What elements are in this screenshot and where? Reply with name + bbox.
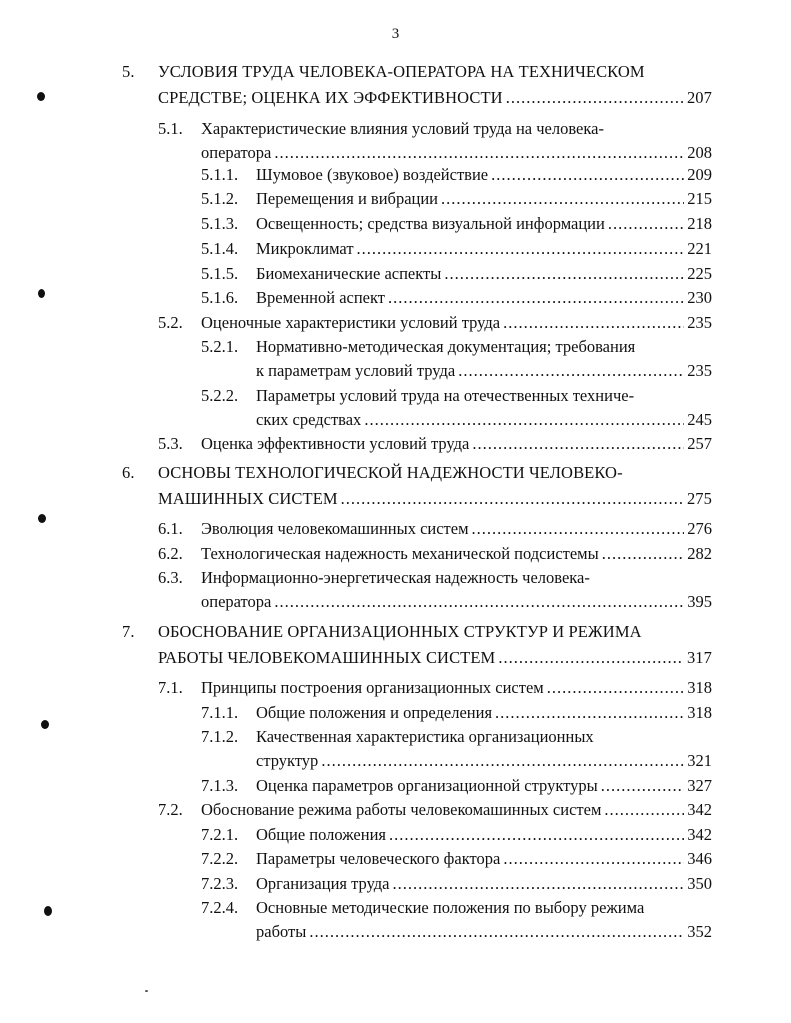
dot-leader	[491, 165, 684, 185]
toc-entry-title-cont: ских средствах	[256, 410, 362, 429]
dot-leader	[547, 678, 685, 698]
toc-entry-number: 5.2.1.	[201, 337, 239, 356]
toc-entry-line	[256, 288, 712, 308]
dot-leader	[364, 410, 684, 430]
toc-entry-title: ОСНОВЫ ТЕХНОЛОГИЧЕСКОЙ НАДЕЖНОСТИ ЧЕЛОВЕКО-	[158, 463, 623, 482]
dot-leader	[274, 143, 684, 163]
toc-entry-subsection[interactable]	[201, 288, 712, 310]
toc-entry-page: 395	[687, 592, 712, 611]
toc-entry-title: Обоснование режима работы человекомашинных систем	[201, 800, 602, 819]
toc-entry-page: 257	[687, 434, 712, 453]
toc-entry-title-cont: структур	[256, 751, 319, 770]
toc-entry-title-cont: работы	[256, 922, 307, 941]
toc-entry-subsection[interactable]	[201, 703, 712, 725]
toc-entry-chapter[interactable]	[122, 62, 712, 108]
toc-entry-page: 318	[687, 678, 712, 697]
toc-entry-section[interactable]	[158, 568, 712, 614]
toc-entry-number: 6.	[122, 463, 135, 482]
dot-leader	[602, 544, 685, 564]
toc-entry-number: 7.2.1.	[201, 825, 239, 844]
toc-entry-page: 346	[687, 849, 712, 868]
toc-entry-number: 6.1.	[158, 519, 183, 538]
toc-entry-title: Перемещения и вибрации	[256, 189, 439, 208]
toc-entry-line	[256, 703, 712, 723]
toc-entry-number: 7.2.3.	[201, 874, 239, 893]
page-number: 3	[391, 26, 400, 42]
toc-entry-page: 208	[687, 143, 712, 162]
toc-entry-title: Микроклимат	[256, 239, 354, 258]
toc-entry-line	[256, 264, 712, 284]
dot-leader	[503, 849, 684, 869]
toc-entry-title: Оценка эффективности условий труда	[201, 434, 470, 453]
toc-entry-page: 215	[687, 189, 712, 208]
dot-leader	[472, 519, 685, 539]
toc-entry-title: Оценка параметров организационной структуры	[256, 776, 598, 795]
toc-entry-line	[201, 544, 712, 564]
dot-leader	[309, 922, 684, 942]
toc-entry-number: 5.	[122, 62, 135, 81]
toc-entry-number: 5.1.3.	[201, 214, 239, 233]
toc-entry-title: Организация труда	[256, 874, 390, 893]
toc-entry-page: 342	[687, 800, 712, 819]
toc-entry-number: 7.1.3.	[201, 776, 239, 795]
toc-entry-title: УСЛОВИЯ ТРУДА ЧЕЛОВЕКА-ОПЕРАТОРА НА ТЕХНИЧЕСКОМ	[158, 62, 645, 81]
dot-leader	[472, 434, 684, 454]
toc-entry-subsection[interactable]	[201, 189, 712, 211]
toc-entry-title: Характеристические влияния условий труда на человека-	[201, 119, 604, 138]
toc-entry-subsection[interactable]	[201, 898, 712, 944]
toc-entry-line	[256, 751, 712, 771]
punch-hole	[38, 289, 45, 298]
toc-entry-number: 5.2.2.	[201, 386, 239, 405]
punch-hole	[44, 906, 52, 916]
toc-entry-title: Эволюция человекомашинных систем	[201, 519, 469, 538]
toc-entry-section[interactable]	[158, 434, 712, 456]
toc-entry-chapter[interactable]	[122, 463, 712, 509]
dot-leader	[608, 214, 684, 234]
dot-leader	[393, 874, 685, 894]
toc-entry-section[interactable]	[158, 519, 712, 541]
dot-leader	[341, 489, 684, 509]
toc-entry-page: 276	[687, 519, 712, 538]
toc-entry-line	[256, 165, 712, 185]
dot-leader	[274, 592, 684, 612]
toc-entry-number: 6.3.	[158, 568, 183, 587]
toc-entry-line	[158, 489, 712, 509]
toc-entry-page: 235	[687, 361, 712, 380]
toc-entry-line	[201, 434, 712, 454]
toc-entry-line	[256, 776, 712, 796]
toc-entry-number: 7.1.2.	[201, 727, 239, 746]
toc-entry-line	[158, 88, 712, 108]
toc-entry-page: 327	[687, 776, 712, 795]
toc-entry-title: Технологическая надежность механической подсистемы	[201, 544, 599, 563]
toc-entry-page: 318	[687, 703, 712, 722]
toc-entry-number: 5.2.	[158, 313, 183, 332]
toc-entry-page: 321	[687, 751, 712, 770]
toc-entry-line	[256, 410, 712, 430]
punch-hole	[38, 514, 46, 523]
toc-entry-line	[201, 313, 712, 333]
toc-entry-title: ОБОСНОВАНИЕ ОРГАНИЗАЦИОННЫХ СТРУКТУР И РЕЖИМА	[158, 622, 642, 641]
toc-entry-title: Шумовое (звуковое) воздействие	[256, 165, 489, 184]
dot-leader	[321, 751, 684, 771]
toc-entry-number: 5.3.	[158, 434, 183, 453]
toc-entry-title-cont: к параметрам условий труда	[256, 361, 456, 380]
toc-entry-number: 6.2.	[158, 544, 183, 563]
toc-entry-page: 342	[687, 825, 712, 844]
dot-leader	[495, 703, 684, 723]
toc-entry-line	[158, 648, 712, 668]
toc-entry-number: 7.1.1.	[201, 703, 239, 722]
toc-entry-line	[256, 825, 712, 845]
toc-entry-subsection[interactable]	[201, 165, 712, 187]
toc-entry-number: 7.	[122, 622, 135, 641]
toc-entry-page: 235	[687, 313, 712, 332]
toc-entry-title-cont: оператора	[201, 143, 272, 162]
toc-entry-title: Биомеханические аспекты	[256, 264, 442, 283]
toc-entry-page: 352	[687, 922, 712, 941]
toc-entry-page: 350	[687, 874, 712, 893]
dot-leader	[357, 239, 685, 259]
toc-entry-number: 5.1.2.	[201, 189, 239, 208]
toc-entry-subsection[interactable]	[201, 874, 712, 896]
toc-entry-title-cont: СРЕДСТВЕ; ОЦЕНКА ИХ ЭФФЕКТИВНОСТИ	[158, 88, 503, 107]
dot-leader	[388, 288, 684, 308]
toc-entry-number: 5.1.4.	[201, 239, 239, 258]
toc-entry-subsection[interactable]	[201, 337, 712, 383]
toc-entry-subsection[interactable]	[201, 386, 712, 432]
toc-entry-page: 245	[687, 410, 712, 429]
toc-entry-section[interactable]	[158, 119, 712, 165]
toc-entry-page: 275	[686, 489, 712, 508]
toc-entry-page: 282	[687, 544, 712, 563]
toc-entry-chapter[interactable]	[122, 622, 712, 668]
toc-entry-page: 225	[687, 264, 712, 283]
scan-speck	[145, 990, 148, 992]
toc-entry-subsection[interactable]	[201, 776, 712, 798]
toc-entry-title: Освещенность; средства визуальной информации	[256, 214, 605, 233]
toc-entry-title: Принципы построения организационных систем	[201, 678, 544, 697]
dot-leader	[444, 264, 684, 284]
toc-entry-subsection[interactable]	[201, 264, 712, 286]
toc-entry-page: 209	[687, 165, 712, 184]
toc-entry-title-cont: оператора	[201, 592, 272, 611]
toc-entry-number: 5.1.5.	[201, 264, 239, 283]
toc-entry-line	[256, 214, 712, 234]
toc-entry-number: 7.2.4.	[201, 898, 239, 917]
toc-entry-number: 5.1.	[158, 119, 183, 138]
toc-entry-title-cont: МАШИННЫХ СИСТЕМ	[158, 489, 338, 508]
toc-entry-line	[201, 678, 712, 698]
toc-entry-page: 230	[687, 288, 712, 307]
toc-entry-line	[256, 189, 712, 209]
toc-entry-number: 7.1.	[158, 678, 183, 697]
dot-leader	[441, 189, 684, 209]
toc-entry-page: 221	[687, 239, 712, 258]
toc-entry-title: Общие положения	[256, 825, 386, 844]
dot-leader	[498, 648, 684, 668]
toc-entry-section[interactable]	[158, 313, 712, 335]
toc-entry-subsection[interactable]	[201, 214, 712, 236]
toc-entry-page: 317	[686, 648, 712, 667]
toc-entry-line	[256, 922, 712, 942]
punch-hole	[37, 92, 45, 101]
toc-entry-page: 218	[687, 214, 712, 233]
toc-entry-line	[256, 239, 712, 259]
toc-entry-title: Оценочные характеристики условий труда	[201, 313, 501, 332]
toc-entry-subsection[interactable]	[201, 849, 712, 871]
toc-entry-title: Временной аспект	[256, 288, 386, 307]
toc-entry-line	[201, 592, 712, 612]
toc-entry-subsection[interactable]	[201, 727, 712, 773]
toc-entry-title: Нормативно-методическая документация; требования	[256, 337, 636, 356]
toc-entry-line	[201, 519, 712, 539]
punch-hole	[41, 720, 49, 729]
toc-entry-title: Общие положения и определения	[256, 703, 493, 722]
dot-leader	[389, 825, 684, 845]
toc-entry-section[interactable]	[158, 678, 712, 700]
toc-entry-section[interactable]	[158, 544, 712, 566]
toc-entry-number: 7.2.	[158, 800, 183, 819]
toc-entry-section[interactable]	[158, 800, 712, 822]
dot-leader	[604, 800, 684, 820]
toc-entry-line	[256, 874, 712, 894]
toc-entry-title: Качественная характеристика организационных	[256, 727, 594, 746]
dot-leader	[458, 361, 684, 381]
toc-entry-line	[201, 800, 712, 820]
toc-entry-number: 5.1.6.	[201, 288, 239, 307]
toc-entry-subsection[interactable]	[201, 825, 712, 847]
toc-entry-title: Параметры условий труда на отечественных техниче-	[256, 386, 635, 405]
toc-entry-number: 7.2.2.	[201, 849, 239, 868]
toc-entry-title-cont: РАБОТЫ ЧЕЛОВЕКОМАШИННЫХ СИСТЕМ	[158, 648, 496, 667]
toc-entry-page: 207	[686, 88, 712, 107]
toc-entry-line	[201, 143, 712, 163]
toc-entry-title: Основные методические положения по выбору режима	[256, 898, 645, 917]
toc-entry-subsection[interactable]	[201, 239, 712, 261]
toc-entry-title: Информационно-энергетическая надежность человека-	[201, 568, 590, 587]
dot-leader	[601, 776, 685, 796]
toc-entry-line	[256, 361, 712, 381]
dot-leader	[506, 88, 684, 108]
toc-entry-line	[256, 849, 712, 869]
toc-entry-title: Параметры человеческого фактора	[256, 849, 501, 868]
toc-entry-number: 5.1.1.	[201, 165, 239, 184]
dot-leader	[503, 313, 684, 333]
